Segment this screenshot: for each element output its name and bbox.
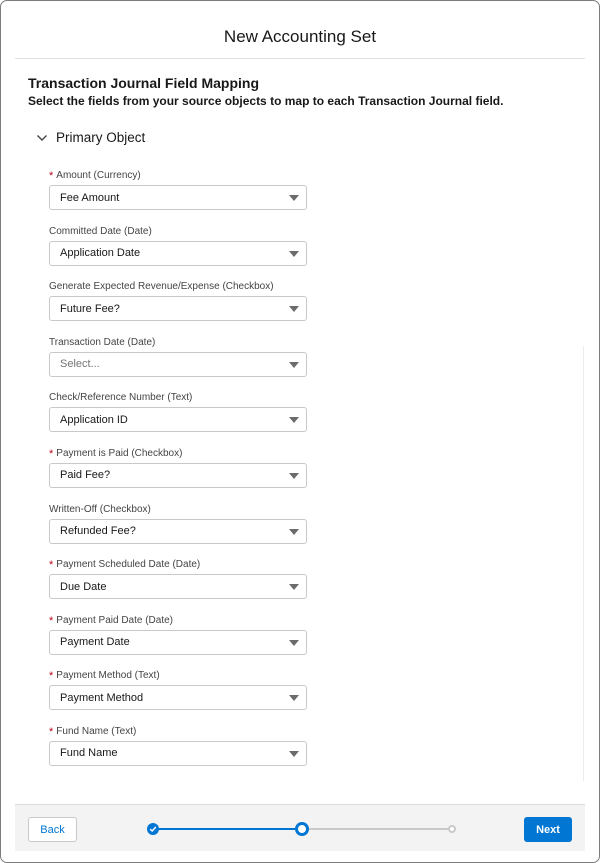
field-row: [49, 280, 309, 336]
modal-header: [15, 1, 585, 59]
field-label-text: Payment Method (Text): [56, 670, 160, 682]
field-select[interactable]: [49, 463, 307, 488]
field-label: [49, 336, 309, 350]
field-select-value: Payment Date: [60, 636, 130, 649]
field-label: [49, 280, 309, 294]
required-asterisk: *: [49, 670, 54, 683]
progress-step-3[interactable]: [448, 825, 456, 833]
field-select[interactable]: [49, 296, 307, 321]
field-select-value: Fee Amount: [60, 191, 120, 204]
field-label-text: Transaction Date (Date): [49, 336, 156, 348]
field-label: [49, 391, 309, 405]
dropdown-caret-icon: [289, 417, 299, 423]
modal-footer: [15, 804, 585, 851]
field-label: [49, 169, 309, 183]
section-title: Transaction Journal Field Mapping: [28, 75, 260, 91]
field-select-value: Select...: [60, 358, 100, 371]
field-select-value: Refunded Fee?: [60, 525, 136, 538]
field-label: [49, 669, 309, 683]
field-select[interactable]: [49, 574, 307, 599]
field-label: [49, 558, 309, 572]
field-label: [49, 614, 309, 628]
chevron-down-icon: [36, 131, 48, 143]
scrollbar-track: [583, 346, 584, 781]
field-row: [49, 225, 309, 281]
field-list: [49, 169, 309, 781]
dropdown-caret-icon: [289, 751, 299, 757]
field-row: [49, 558, 309, 614]
next-button[interactable]: Next: [524, 817, 572, 842]
required-asterisk: *: [49, 614, 54, 627]
required-asterisk: *: [49, 559, 54, 572]
accordion-primary-object[interactable]: [36, 128, 145, 146]
progress-step-1[interactable]: [147, 823, 159, 835]
field-label: [49, 225, 309, 239]
progress-bar-remaining: [303, 828, 453, 830]
field-select[interactable]: [49, 352, 307, 377]
field-select[interactable]: [49, 519, 307, 544]
progress-step-2[interactable]: [295, 822, 309, 836]
field-select-value: Due Date: [60, 580, 107, 593]
field-row: [49, 725, 309, 781]
progress-bar-complete: [153, 828, 303, 830]
dropdown-caret-icon: [289, 473, 299, 479]
field-label-text: Fund Name (Text): [56, 725, 137, 737]
field-label: [49, 503, 309, 517]
field-row: [49, 614, 309, 670]
section-subtitle: Select the fields from your source objects to map to each Transaction Journal field.: [28, 94, 504, 108]
field-select-value: Application ID: [60, 413, 128, 426]
required-asterisk: *: [49, 447, 54, 460]
field-label: [49, 725, 309, 739]
field-select-value: Application Date: [60, 247, 141, 260]
field-row: [49, 447, 309, 503]
field-select-value: Payment Method: [60, 691, 144, 704]
field-select-value: Fund Name: [60, 747, 118, 760]
field-label-text: Written-Off (Checkbox): [49, 503, 151, 515]
field-row: [49, 503, 309, 559]
dropdown-caret-icon: [289, 529, 299, 535]
dropdown-caret-icon: [289, 362, 299, 368]
field-row: [49, 391, 309, 447]
field-select[interactable]: [49, 685, 307, 710]
field-label-text: Payment is Paid (Checkbox): [56, 447, 183, 459]
check-icon: [149, 825, 157, 833]
dropdown-caret-icon: [289, 195, 299, 201]
dropdown-caret-icon: [289, 584, 299, 590]
field-select[interactable]: [49, 630, 307, 655]
field-select[interactable]: [49, 185, 307, 210]
required-asterisk: *: [49, 170, 54, 182]
dropdown-caret-icon: [289, 640, 299, 646]
field-label-text: Payment Paid Date (Date): [56, 614, 173, 626]
modal-title: New Accounting Set: [223, 26, 377, 46]
back-button[interactable]: Back: [28, 817, 77, 842]
field-label-text: Amount (Currency): [56, 170, 141, 181]
field-row: [49, 336, 309, 392]
dropdown-caret-icon: [289, 695, 299, 701]
dropdown-caret-icon: [289, 306, 299, 312]
field-select[interactable]: [49, 407, 307, 432]
field-label-text: Payment Scheduled Date (Date): [56, 559, 201, 571]
field-row: [49, 669, 309, 725]
dropdown-caret-icon: [289, 251, 299, 257]
field-row: [49, 169, 309, 225]
accordion-label: Primary Object: [56, 129, 146, 145]
field-label-text: Generate Expected Revenue/Expense (Checkbox): [49, 281, 274, 293]
field-label-text: Check/Reference Number (Text): [49, 392, 193, 404]
field-select-value: Future Fee?: [60, 302, 120, 315]
field-select-value: Paid Fee?: [60, 469, 111, 482]
required-asterisk: *: [49, 725, 54, 738]
field-label: [49, 447, 309, 461]
field-select[interactable]: [49, 241, 307, 266]
field-label-text: Committed Date (Date): [49, 225, 152, 237]
field-select[interactable]: [49, 741, 307, 766]
progress-indicator: [145, 819, 460, 839]
